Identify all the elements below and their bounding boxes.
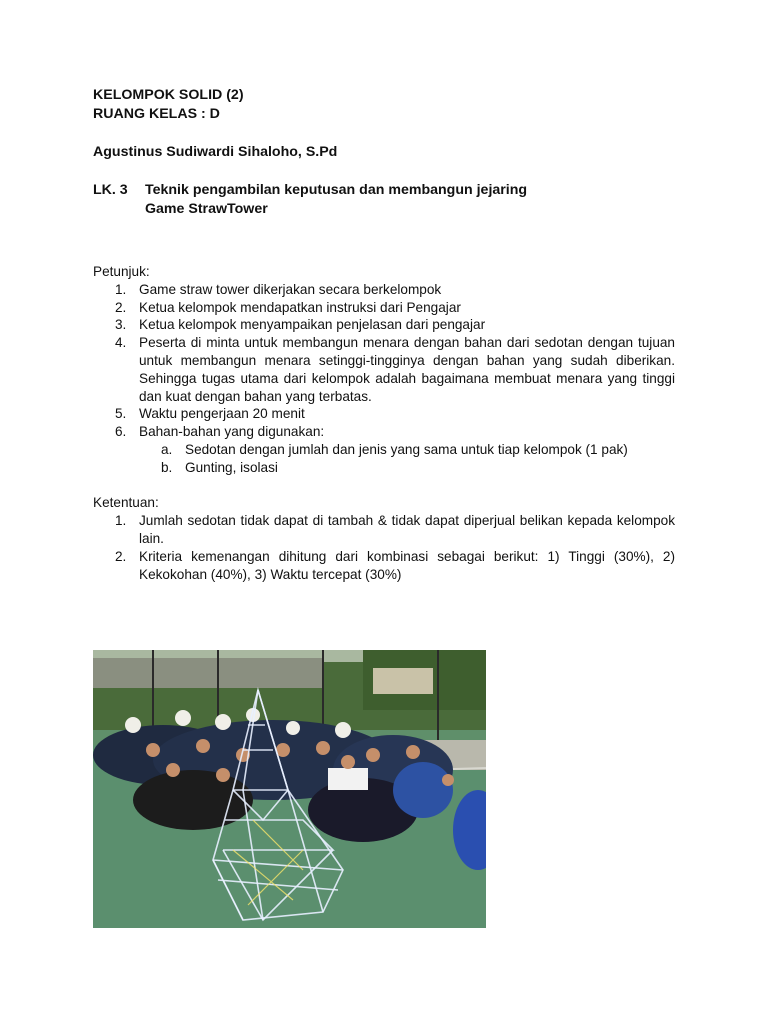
list-item: 3. Ketua kelompok menyampaikan penjelasan dari pengajar [115, 317, 486, 333]
list-item: b. Gunting, isolasi [161, 459, 278, 475]
rules-list [93, 512, 675, 583]
list-item: 1. Game straw tower dikerjakan secara berkelompok [115, 281, 442, 297]
classroom: RUANG KELAS : D [93, 106, 220, 122]
instructions-heading: Petunjuk: [93, 264, 150, 279]
list-item: 2. Ketua kelompok mendapatkan instruksi dari Pengajar [115, 299, 461, 315]
list-item: 1. Jumlah sedotan tidak dapat di tambah & tidak dapat diperjual belikan kepada kelompok lain. [115, 513, 675, 546]
list-item: 6. Bahan-bahan yang digunakan: a. Sedotan dengan jumlah dan jenis yang sama untuk tiap kelompok (1 pak) b. Gunting, isolasi [93, 423, 675, 476]
author-name: Agustinus Sudiwardi Sihaloho, S.Pd [93, 144, 338, 160]
instructions-list [93, 281, 675, 477]
straw-tower-photo [93, 650, 486, 928]
worksheet-title-line1: Teknik pengambilan keputusan dan membangun jejaring [145, 182, 528, 198]
document-body [93, 86, 675, 583]
list-item: 5. Waktu pengerjaan 20 menit [115, 406, 305, 422]
worksheet-title [93, 181, 675, 219]
worksheet-number: LK. 3 [93, 182, 128, 198]
list-item: 4. Peserta di minta untuk membangun menara dengan bahan dari sedotan dengan tujuan untuk membangun menara setinggi-tingginya dengan bahan yang sudah diberikan. Sehingga tugas utama dari kelompok adalah bagaimana membuat menara yang tinggi dan kuat dengan bahan yang terbatas. [115, 335, 675, 404]
list-item: 2. Kriteria kemenangan dihitung dari kombinasi sebagai berikut: 1) Tinggi (30%), 2) Kekokohan (40%), 3) Waktu tercepat (30%) [115, 548, 675, 582]
list-item: a. Sedotan dengan jumlah dan jenis yang sama untuk tiap kelompok (1 pak) [161, 441, 628, 457]
worksheet-title-line2: Game StrawTower [145, 201, 268, 217]
rules-heading: Ketentuan: [93, 495, 159, 511]
materials-list [139, 441, 675, 477]
group-name: KELOMPOK SOLID (2) [93, 87, 244, 103]
